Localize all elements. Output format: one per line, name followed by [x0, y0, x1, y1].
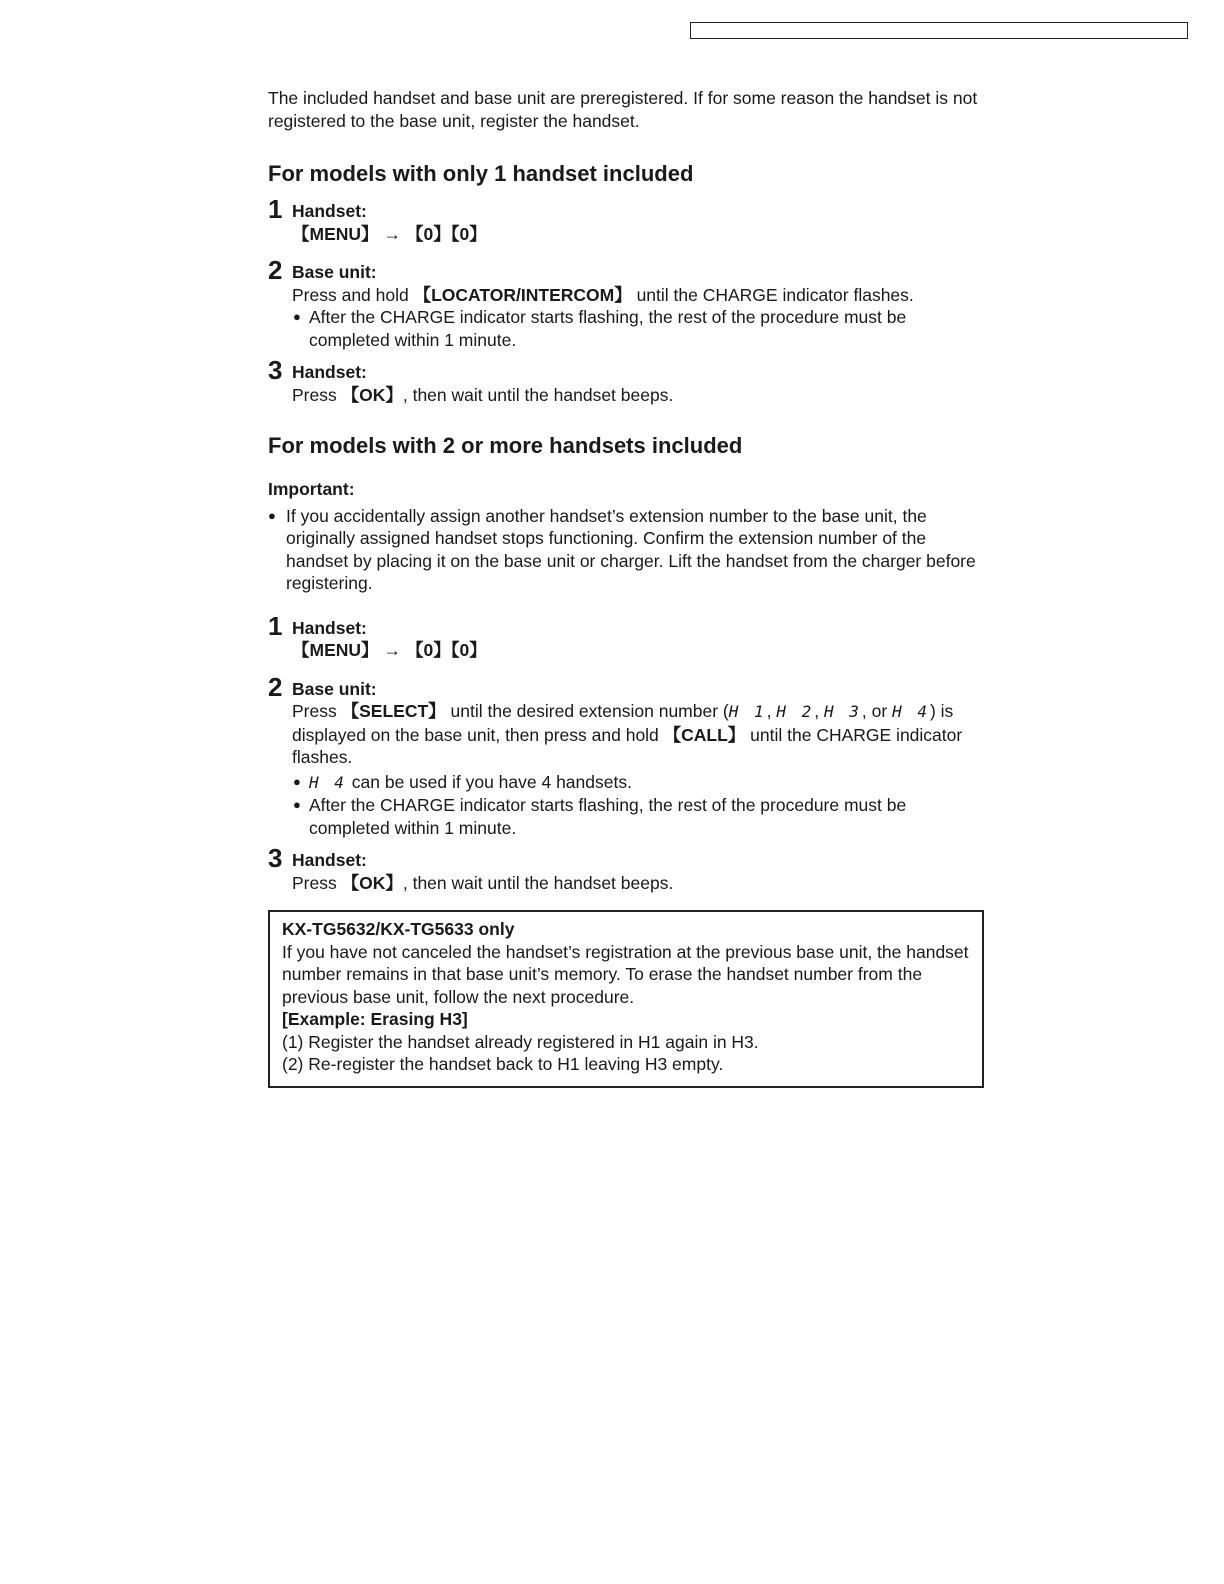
- important-label: Important:: [268, 479, 355, 499]
- bullet-icon: ●: [293, 773, 301, 789]
- step-label: Base unit:: [292, 678, 377, 699]
- intro-paragraph: The included handset and base unit are preregistered. If for some reason the handset is not registered to the base unit, register the handset.: [268, 88, 978, 131]
- arrow-icon: →: [383, 640, 402, 660]
- lcd-h4: H 4: [892, 702, 930, 721]
- step-label: Handset:: [292, 850, 367, 870]
- note-text: If you have not canceled the handset’s registration at the previous base unit, the handset number remains in that base unit’s memory. To erase the handset number from the previous base unit, follow the next procedure.: [282, 941, 969, 1007]
- step-text: Press 【OK】, then wait until the handset beeps.: [292, 384, 674, 405]
- step-label: Handset:: [292, 362, 367, 382]
- section2-step-1: [268, 610, 988, 662]
- step-label: Handset:: [292, 201, 367, 221]
- step-label: Handset:: [292, 617, 367, 638]
- step-text: Press 【SELECT】 until the desired extension number (H 1, H 2, H 3, or H 4) is displayed on the base unit, then press and hold 【CALL】 until the CHARGE indicator flashes.: [292, 701, 963, 767]
- step-text: Press and hold 【LOCATOR/INTERCOM】 until the CHARGE indicator flashes.: [292, 284, 914, 305]
- section1-title: For models with only 1 handset included: [268, 161, 694, 186]
- page-content: [268, 87, 988, 1088]
- bullet-icon: ●: [293, 797, 301, 812]
- step-number: 3: [268, 355, 283, 385]
- bullet-icon: ●: [268, 507, 276, 523]
- section2-title: For models with 2 or more handsets included: [268, 433, 743, 458]
- step-number: 2: [268, 671, 283, 702]
- note-example-label: [Example: Erasing H3]: [282, 1009, 468, 1029]
- section1-step-3: [268, 355, 988, 406]
- arrow-icon: →: [383, 223, 402, 244]
- step-bullet: ● After the CHARGE indicator starts flashing, the rest of the procedure must be completed within 1 minute.: [293, 795, 907, 838]
- step-number: 1: [268, 610, 283, 641]
- step-number: 2: [268, 255, 283, 285]
- step-label: Base unit:: [292, 262, 377, 282]
- step-keys: 【MENU】 → 【0】【0】: [292, 640, 487, 660]
- section2-step-2: [268, 671, 988, 840]
- section1-step-2: [268, 255, 988, 351]
- step-number: 1: [268, 194, 283, 224]
- note-box: [268, 910, 984, 1088]
- step-number: 3: [268, 843, 283, 873]
- note-item-1: (1) Register the handset already registered in H1 again in H3.: [282, 1031, 759, 1052]
- header-box: [690, 22, 1188, 39]
- bullet-icon: ●: [293, 309, 301, 324]
- note-item-2: (2) Re-register the handset back to H1 leaving H3 empty.: [282, 1054, 724, 1074]
- step-bullet: ● After the CHARGE indicator starts flashing, the rest of the procedure must be completed within 1 minute.: [293, 307, 907, 350]
- step-text: Press 【OK】, then wait until the handset beeps.: [292, 872, 674, 893]
- section1-step-1: [268, 194, 988, 245]
- step-bullet: ● H 4 can be used if you have 4 handsets.: [293, 771, 632, 792]
- note-title: KX-TG5632/KX-TG5633 only: [282, 919, 515, 939]
- lcd-h3: H 3: [824, 702, 862, 721]
- important-bullet: ● If you accidentally assign another handset’s extension number to the base unit, the originally assigned handset stops functioning. Confirm the extension number of the handset by placing it on the base unit or charger. Lift the handset from the charger before registering.: [268, 505, 976, 593]
- lcd-h2: H 2: [776, 702, 815, 721]
- step-keys: 【MENU】 → 【0】【0】: [292, 223, 487, 244]
- lcd-h1: H 1: [728, 702, 767, 721]
- section2-step-3: [268, 843, 988, 894]
